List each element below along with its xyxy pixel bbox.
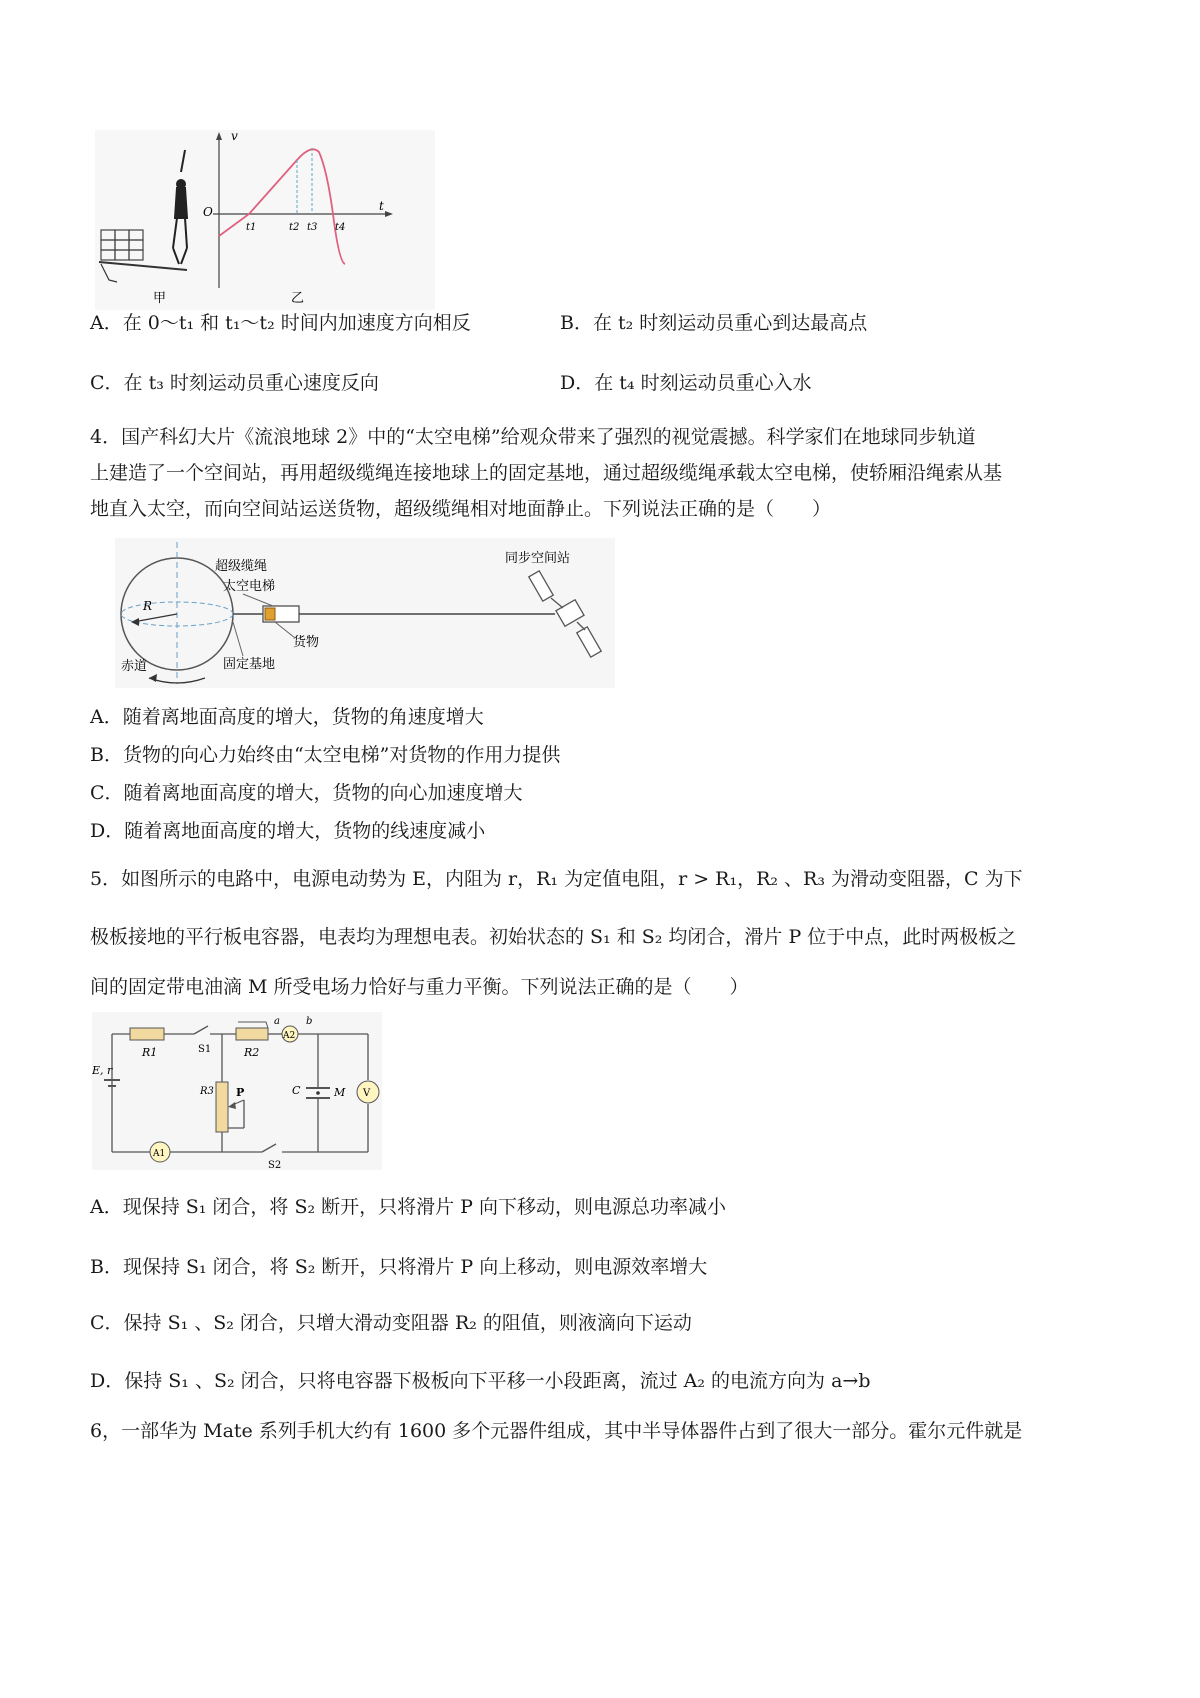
a1-label: A1 [153,1149,166,1159]
q3-option-d: D．在 t₄ 时刻运动员重心入水 [560,372,812,394]
q5-option-d: D．保持 S₁ 、S₂ 闭合，只将电容器下极板向下平移一小段距离，流过 A₂ 的电流方向为 a→b [90,1370,871,1392]
q5-stem-line2: 极板接地的平行板电容器，电表均为理想电表。初始状态的 S₁ 和 S₂ 均闭合，滑片 P 位于中点，此时两极板之 [90,926,1017,948]
q6-stem-line1: 6，一部华为 Mate 系列手机大约有 1600 多个元器件组成，其中半导体器件占到了很大一部分。霍尔元件就是 [90,1420,1023,1442]
resistor-r2 [236,1028,268,1040]
q5-stem-line3: 间的固定带电油滴 M 所受电场力恰好与重力平衡。下列说法正确的是（ ） [90,976,749,998]
q4-option-d: D．随着离地面高度的增大，货物的线速度减小 [90,820,486,842]
caption-jia: 甲 [153,291,167,306]
axis-v-label: v [231,130,238,143]
q4-option-b: B．货物的向心力始终由“太空电梯”对货物的作用力提供 [90,744,561,766]
q3-option-c: C．在 t₃ 时刻运动员重心速度反向 [90,372,379,394]
q4-stem-line2: 上建造了一个空间站，再用超级缆绳连接地球上的固定基地，通过超级缆绳承载太空电梯，使轿厢沿绳索从基 [90,462,1003,484]
figure-space-elevator [115,538,615,688]
caption-yi: 乙 [291,291,305,306]
capacitor-label: C [292,1084,301,1097]
node-b: b [306,1016,313,1027]
cable-label: 超级缆绳 [215,559,268,574]
resistor-r1 [130,1028,164,1040]
r2-label: R2 [244,1046,260,1059]
vt-curve [219,149,345,264]
equator-label: 赤道 [121,659,148,674]
q4-stem-line1: 4．国产科幻大片《流浪地球 2》中的“太空电梯”给观众带来了强烈的视觉震撼。科学家们在地球同步轨道 [90,426,976,448]
source-label: E, r [92,1064,113,1077]
resistor-r3 [216,1082,228,1132]
cargo-label: 货物 [293,635,320,650]
tick-t3: t3 [307,222,318,233]
q5-option-c: C．保持 S₁ 、S₂ 闭合，只增大滑动变阻器 R₂ 的阻值，则液滴向下运动 [90,1312,692,1334]
base-label: 固定基地 [223,657,276,672]
q5-option-a: A．现保持 S₁ 闭合，将 S₂ 断开，只将滑片 P 向下移动，则电源总功率减小 [90,1196,727,1218]
s2-label: S2 [268,1160,282,1170]
platform-blocks [101,230,143,260]
r3-label: R3 [200,1086,214,1097]
voltmeter-label: V [363,1088,371,1099]
q4-option-c: C．随着离地面高度的增大，货物的向心加速度增大 [90,782,523,804]
q5-option-b: B．现保持 S₁ 闭合，将 S₂ 断开，只将滑片 P 向上移动，则电源效率增大 [90,1256,708,1278]
tick-t1: t1 [246,222,257,233]
station-label: 同步空间站 [505,551,571,566]
origin-label: O [203,205,213,219]
q3-option-a: A．在 0～t₁ 和 t₁～t₂ 时间内加速度方向相反 [90,312,471,334]
a2-label: A2 [283,1031,296,1041]
tick-t4: t4 [335,222,346,233]
diver-figure [173,150,187,264]
q3-option-b: B．在 t₂ 时刻运动员重心到达最高点 [560,312,868,334]
q4-option-a: A．随着离地面高度的增大，货物的角速度增大 [90,706,484,728]
elevator-label: 太空电梯 [223,579,276,594]
r1-label: R1 [142,1046,158,1059]
q5-stem-line1: 5．如图所示的电路中，电源电动势为 E，内阻为 r，R₁ 为定值电阻，r > R₁，R₂ 、R₃ 为滑动变阻器，C 为下 [90,868,1023,890]
q4-stem-line3: 地直入太空，而向空间站运送货物，超级缆绳相对地面静止。下列说法正确的是（ ） [90,498,832,520]
figure-diver-vt-graph [95,130,435,310]
tick-t2: t2 [289,222,300,233]
slider-p-label: P [236,1086,245,1099]
radius-label: R [143,599,153,613]
s1-label: S1 [198,1044,212,1055]
figure-circuit [92,1012,382,1170]
node-a: a [274,1016,280,1027]
axis-t-label: t [379,199,384,213]
droplet-label: M [334,1086,346,1099]
